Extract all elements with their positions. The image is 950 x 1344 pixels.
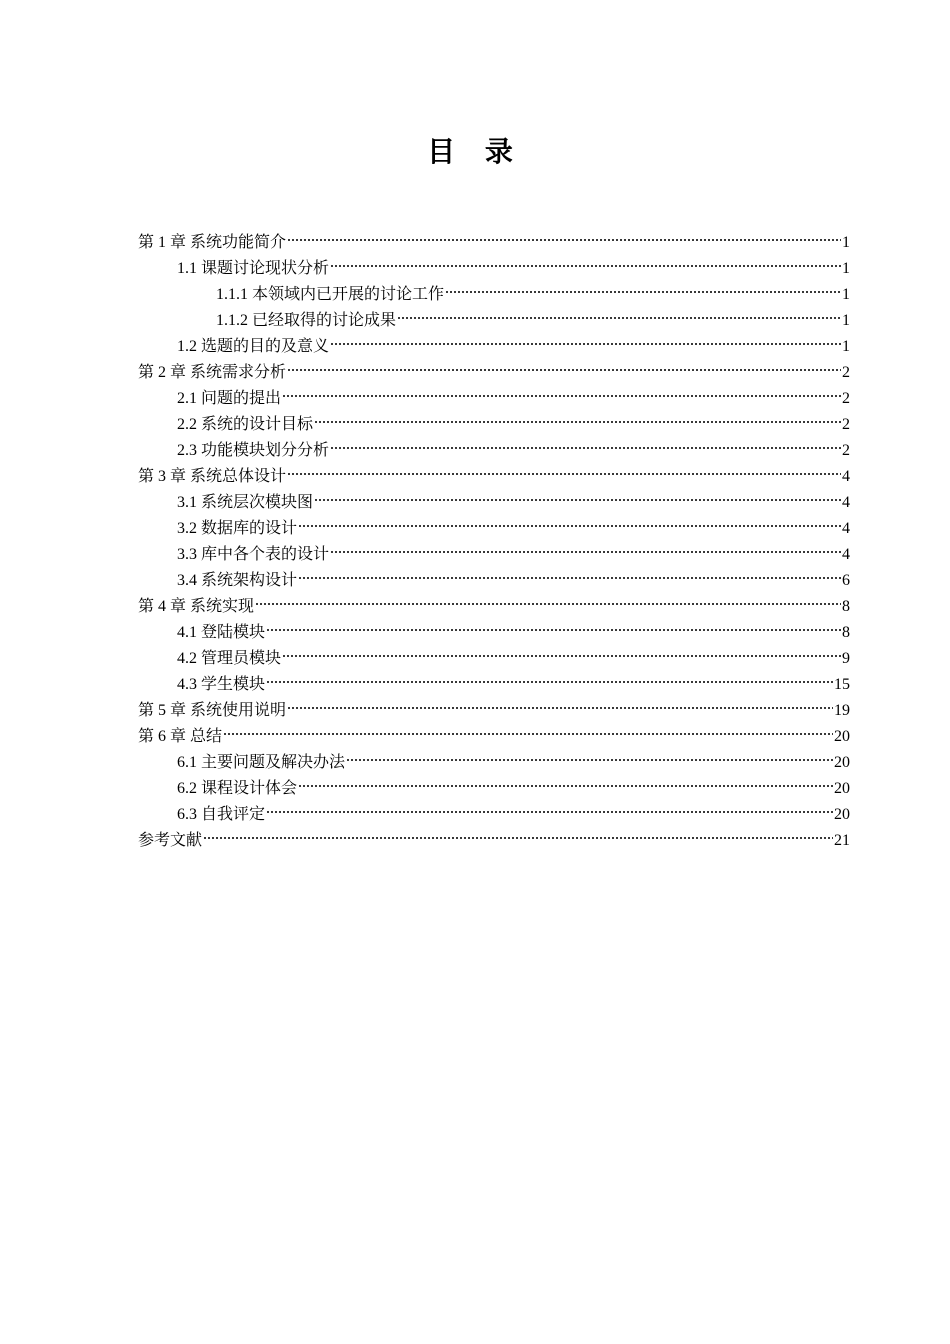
- toc-entry-label: 6.2 课程设计体会: [177, 780, 298, 797]
- toc-dot-leader: [298, 523, 841, 529]
- toc-dot-leader: [330, 549, 841, 555]
- toc-entry-label: 第 6 章 总结: [138, 728, 223, 745]
- page-title: 目 录: [427, 135, 523, 168]
- toc-entry-page-number: 4: [842, 546, 850, 563]
- toc-entry[interactable]: [138, 542, 850, 568]
- toc-entry[interactable]: [138, 230, 850, 256]
- toc-dot-leader: [223, 731, 833, 737]
- toc-entry-page-number: 20: [834, 806, 850, 823]
- toc-entry-label: 4.2 管理员模块: [177, 650, 282, 667]
- toc-entry-label: 1.1.1 本领域内已开展的讨论工作: [216, 286, 445, 303]
- toc-dot-leader: [287, 367, 841, 373]
- toc-dot-leader: [266, 627, 841, 633]
- toc-entry[interactable]: [138, 282, 850, 308]
- toc-entry-label: 6.3 自我评定: [177, 806, 266, 823]
- toc-entry-page-number: 20: [834, 780, 850, 797]
- toc-entry-page-number: 9: [842, 650, 850, 667]
- toc-entry-page-number: 20: [834, 728, 850, 745]
- toc-entry-label: 4.1 登陆模块: [177, 624, 266, 641]
- toc-dot-leader: [287, 471, 841, 477]
- toc-dot-leader: [266, 809, 833, 815]
- toc-entry-label: 2.3 功能模块划分分析: [177, 442, 330, 459]
- toc-entry[interactable]: [138, 698, 850, 724]
- toc-dot-leader: [266, 679, 833, 685]
- toc-dot-leader: [255, 601, 841, 607]
- toc-entry[interactable]: [138, 256, 850, 282]
- toc-entry[interactable]: [138, 438, 850, 464]
- toc-entry[interactable]: [138, 516, 850, 542]
- toc-entry[interactable]: [138, 490, 850, 516]
- toc-entry-label: 2.1 问题的提出: [177, 390, 282, 407]
- toc-dot-leader: [203, 835, 833, 841]
- toc-dot-leader: [287, 705, 833, 711]
- toc-entry-label: 1.1.2 已经取得的讨论成果: [216, 312, 397, 329]
- toc-entry[interactable]: [138, 334, 850, 360]
- toc-dot-leader: [330, 263, 841, 269]
- toc-entry-page-number: 8: [842, 624, 850, 641]
- toc-entry[interactable]: [138, 360, 850, 386]
- toc-entry[interactable]: [138, 750, 850, 776]
- toc-entry-label: 6.1 主要问题及解决办法: [177, 754, 346, 771]
- toc-dot-leader: [298, 575, 841, 581]
- toc-entry-page-number: 8: [842, 598, 850, 615]
- toc-entry[interactable]: [138, 776, 850, 802]
- toc-entry-label: 第 1 章 系统功能简介: [138, 234, 287, 251]
- toc-entry-page-number: 2: [842, 364, 850, 381]
- toc-entry-page-number: 2: [842, 442, 850, 459]
- toc-dot-leader: [314, 497, 841, 503]
- toc-dot-leader: [282, 653, 841, 659]
- toc-entry[interactable]: [138, 594, 850, 620]
- toc-dot-leader: [397, 315, 841, 321]
- toc-entry-page-number: 20: [834, 754, 850, 771]
- toc-dot-leader: [314, 419, 841, 425]
- toc-entry-label: 第 4 章 系统实现: [138, 598, 255, 615]
- toc-entry-label: 3.2 数据库的设计: [177, 520, 298, 537]
- toc-entry[interactable]: [138, 828, 850, 854]
- toc-dot-leader: [330, 445, 841, 451]
- toc-entry-page-number: 4: [842, 468, 850, 485]
- toc-entry-page-number: 1: [842, 338, 850, 355]
- toc-dot-leader: [282, 393, 841, 399]
- toc-entry-label: 第 2 章 系统需求分析: [138, 364, 287, 381]
- toc-entry-label: 3.3 库中各个表的设计: [177, 546, 330, 563]
- table-of-contents: [138, 230, 850, 854]
- toc-entry-page-number: 2: [842, 416, 850, 433]
- toc-entry-label: 3.1 系统层次模块图: [177, 494, 314, 511]
- toc-entry-label: 第 5 章 系统使用说明: [138, 702, 287, 719]
- toc-entry-label: 第 3 章 系统总体设计: [138, 468, 287, 485]
- toc-dot-leader: [346, 757, 833, 763]
- toc-entry-page-number: 1: [842, 234, 850, 251]
- toc-entry-label: 3.4 系统架构设计: [177, 572, 298, 589]
- toc-entry-label: 2.2 系统的设计目标: [177, 416, 314, 433]
- toc-entry-label: 1.1 课题讨论现状分析: [177, 260, 330, 277]
- toc-entry[interactable]: [138, 646, 850, 672]
- toc-entry[interactable]: [138, 620, 850, 646]
- toc-entry[interactable]: [138, 308, 850, 334]
- toc-entry[interactable]: [138, 724, 850, 750]
- toc-entry[interactable]: [138, 412, 850, 438]
- toc-entry[interactable]: [138, 802, 850, 828]
- toc-dot-leader: [330, 341, 841, 347]
- toc-entry-page-number: 1: [842, 260, 850, 277]
- toc-entry-label: 参考文献: [138, 832, 203, 849]
- toc-entry[interactable]: [138, 568, 850, 594]
- toc-entry-page-number: 2: [842, 390, 850, 407]
- toc-entry-label: 1.2 选题的目的及意义: [177, 338, 330, 355]
- toc-entry[interactable]: [138, 464, 850, 490]
- toc-entry-page-number: 19: [834, 702, 850, 719]
- toc-entry[interactable]: [138, 386, 850, 412]
- toc-dot-leader: [445, 289, 841, 295]
- toc-entry-page-number: 4: [842, 494, 850, 511]
- toc-entry-label: 4.3 学生模块: [177, 676, 266, 693]
- toc-dot-leader: [298, 783, 833, 789]
- toc-entry-page-number: 21: [834, 832, 850, 849]
- toc-entry-page-number: 1: [842, 312, 850, 329]
- toc-entry-page-number: 4: [842, 520, 850, 537]
- toc-entry[interactable]: [138, 672, 850, 698]
- toc-entry-page-number: 6: [842, 572, 850, 589]
- toc-dot-leader: [287, 237, 841, 243]
- toc-entry-page-number: 15: [834, 676, 850, 693]
- toc-entry-page-number: 1: [842, 286, 850, 303]
